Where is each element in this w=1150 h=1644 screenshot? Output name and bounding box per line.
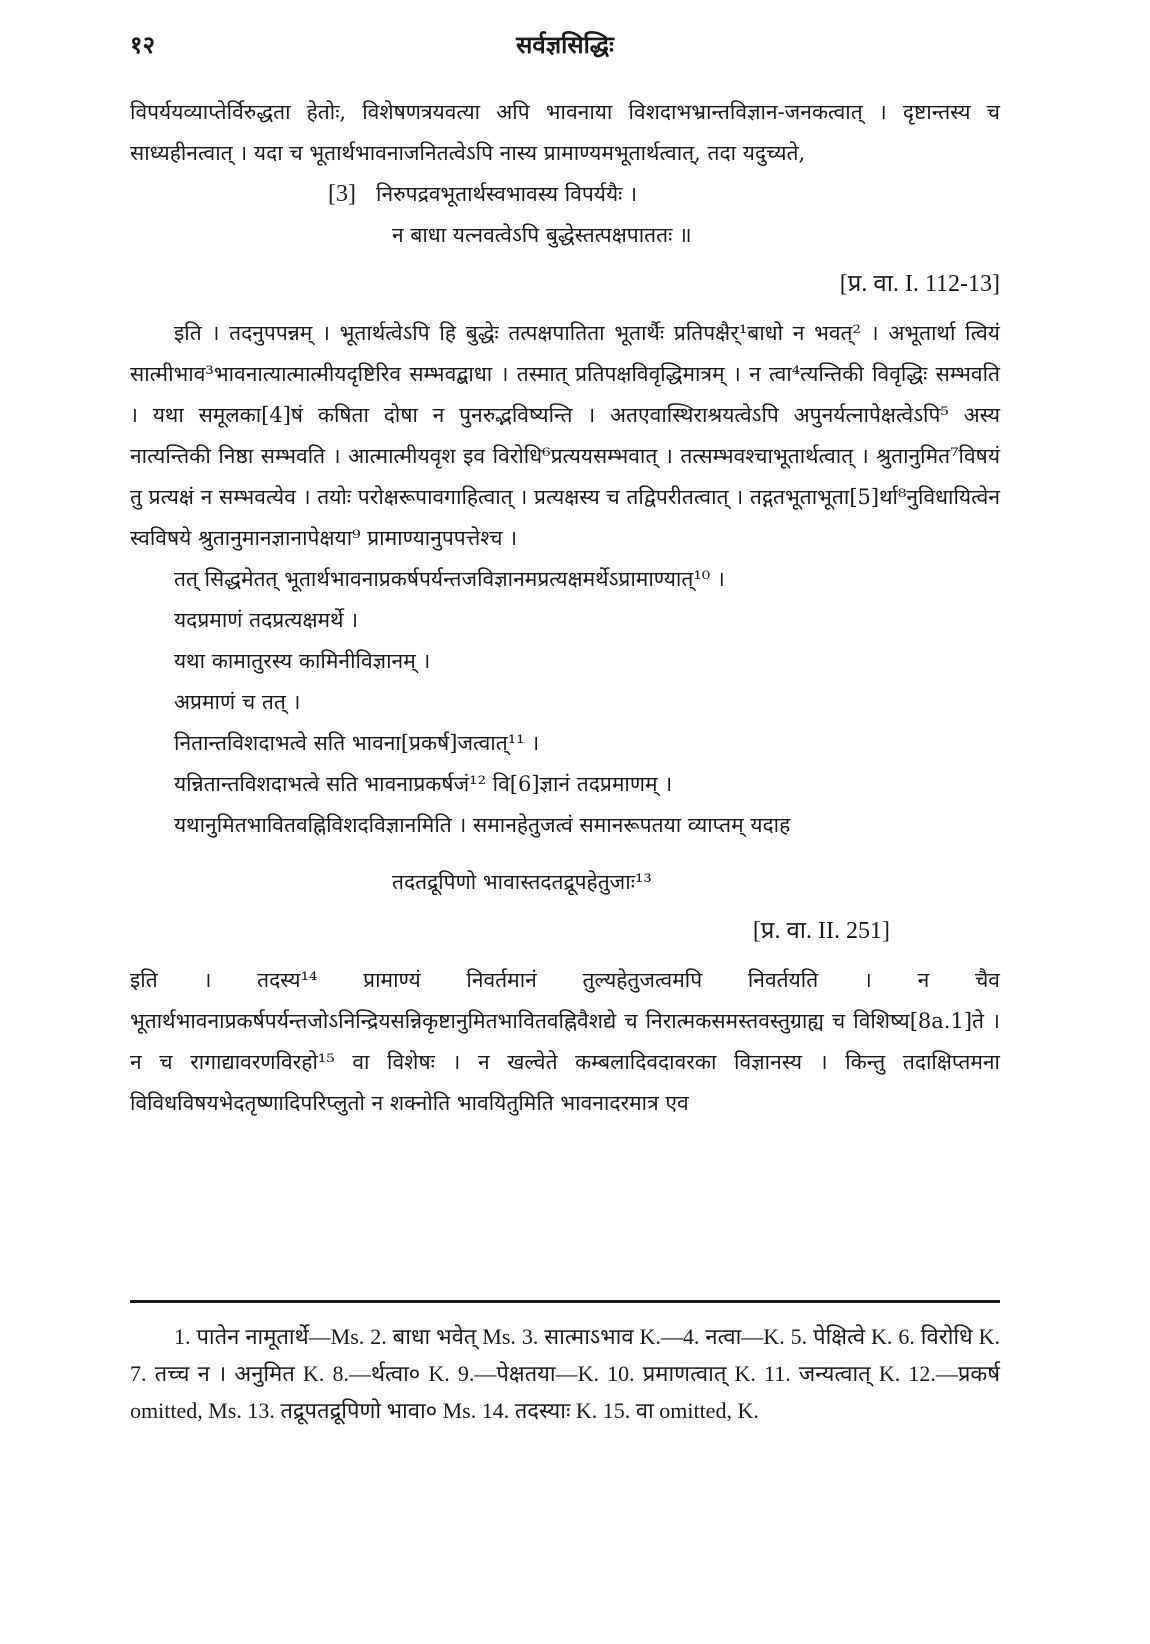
syllogism-line: नितान्तविशदाभत्वे सति भावना[प्रकर्ष]जत्वात्¹¹ । [174, 731, 540, 755]
syllogism-line: यदप्रमाणं तदप्रत्यक्षमर्थे । [174, 608, 359, 632]
footnote-divider [130, 1300, 1000, 1303]
source-reference: [प्र. वा. II. 251] [752, 918, 890, 944]
main-text [130, 92, 1000, 1124]
paragraph-4: यथानुमितभावितवह्निविशदविज्ञानमिति । समानहेतुजत्वं समानरूपतया व्याप्तम् यदाह [174, 813, 791, 837]
page-header [130, 28, 1000, 68]
footnote-text: 1. पातेन नामूतार्थे—Ms. 2. बाधा भवेत् Ms. 3. सात्माऽभाव K.—4. नत्वा—K. 5. पेक्षित्वे K. 6. विरोधि K. 7. तच्च न । अनुमित K. 8.—र्थत्वा० K. 9.—पेक्षतया—K. 10. प्रमाणत्वात् K. 11. जन्यत्वात् K. 12.—प्रकर्ष omitted, Ms. 13. तद्रूपतद्रूपिणो भावा० Ms. 14. तदस्याः K. 15. वा omitted, K. [130, 1324, 1000, 1423]
verse-text: निरुपद्रवभूतार्थस्वभावस्य विपर्ययैः । [376, 182, 638, 206]
paragraph-2: इति । तदनुपपन्नम् । भूतार्थत्वेऽपि हि बुद्धेः तत्पक्षपातिता भूतार्थैः प्रतिपक्षैर्¹बाधो न भवत्² । अभूतार्था त्वियं सात्मीभाव³भावनात्यात्मात्मीयदृष्टिरिव सम्भवद्बाधा । तस्मात् प्रतिपक्षविवृद्धिमात्रम् । न त्वा⁴त्यन्तिकी विवृद्धिः सम्भवति । यथा समूलका[4]षं कषिता दोषा न पुनरुद्भविष्यन्ति । अतएवास्थिराश्रयत्वेऽपि अपुनर्यत्नापेक्षत्वेऽपि⁵ अस्य नात्यन्तिकी निष्ठा सम्भवति । आत्मात्मीयवृश इव विरोधि⁶प्रत्ययसम्भवात् । तत्सम्भवश्चाभूतार्थत्वात् । श्रुतानुमित⁷विषयं तु प्रत्यक्षं न सम्भवत्येव । तयोः परोक्षरूपावगाहित्वात् । प्रत्यक्षस्य च तद्विपरीतत्वात् । तद्गतभूताभूता[5]र्था⁸नुविधायित्वेन स्वविषये श्रुतानुमानज्ञानापेक्षया⁹ प्रामाण्यानुपपत्तेश्च । [130, 321, 1000, 550]
page-number: १२ [130, 30, 155, 59]
verse-number: [3] [328, 181, 356, 207]
paragraph-1: विपर्ययव्याप्तेर्विरुद्धता हेतोः, विशेषणत्रयवत्या अपि भावनाया विशदाभभ्रान्तविज्ञान-जनकत्वात् । दृष्टान्तस्य च साध्यहीनत्वात् । यदा च भूतार्थभावनाजनितत्वेऽपि नास्य प्रामाण्यमभूतार्थत्वात्, तदा यदुच्यते, [130, 100, 1000, 165]
syllogism-line: अप्रमाणं च तत् । [174, 690, 301, 714]
source-reference: [प्र. वा. I. 112-13] [839, 271, 1000, 297]
syllogism-line: यथा कामातुरस्य कामिनीविज्ञानम् । [174, 649, 431, 673]
paragraph-5: इति । तदस्य¹⁴ प्रामाण्यं निवर्तमानं तुल्यहेतुजत्वमपि निवर्तयति । न चैव भूतार्थभावनाप्रकर्षपर्यन्तजोऽनिन्द्रियसन्निकृष्टानुमितभावितवह्निवैशद्ये च निरात्मकसमस्तवस्तुग्राह्य च विशिष्य[8a.1]ते । न च रागाद्यावरणविरहो¹⁵ वा विशेषः । न खल्वेते कम्बलादिवदावरका विज्ञानस्य । किन्तु तदाक्षिप्तमना विविधविषयभेदतृष्णादिपरिप्लुतो न शक्नोति भावयितुमिति भावनादरमात्र एव [130, 968, 1000, 1115]
syllogism-line: यन्नितान्तविशदाभत्वे सति भावनाप्रकर्षजं¹² वि[6]ज्ञानं तदप्रमाणम् । [174, 772, 673, 796]
verse-block [130, 174, 1000, 256]
verse-line [130, 174, 1000, 215]
quoted-half-verse: तदतद्रूपिणो भावास्तदतद्रूपहेतुजाः¹³ [392, 870, 652, 894]
running-title: सर्वज्ञसिद्धिः [516, 30, 614, 59]
verse-line: न बाधा यत्नवत्वेऽपि बुद्धेस्तत्पक्षपाततः ॥ [392, 223, 692, 247]
paragraph-3: तत् सिद्धमेतत् भूतार्थभावनाप्रकर्षपर्यन्तजविज्ञानमप्रत्यक्षमर्थेऽप्रामाण्यात्¹⁰ । [174, 567, 725, 591]
footnotes [130, 1318, 1000, 1429]
